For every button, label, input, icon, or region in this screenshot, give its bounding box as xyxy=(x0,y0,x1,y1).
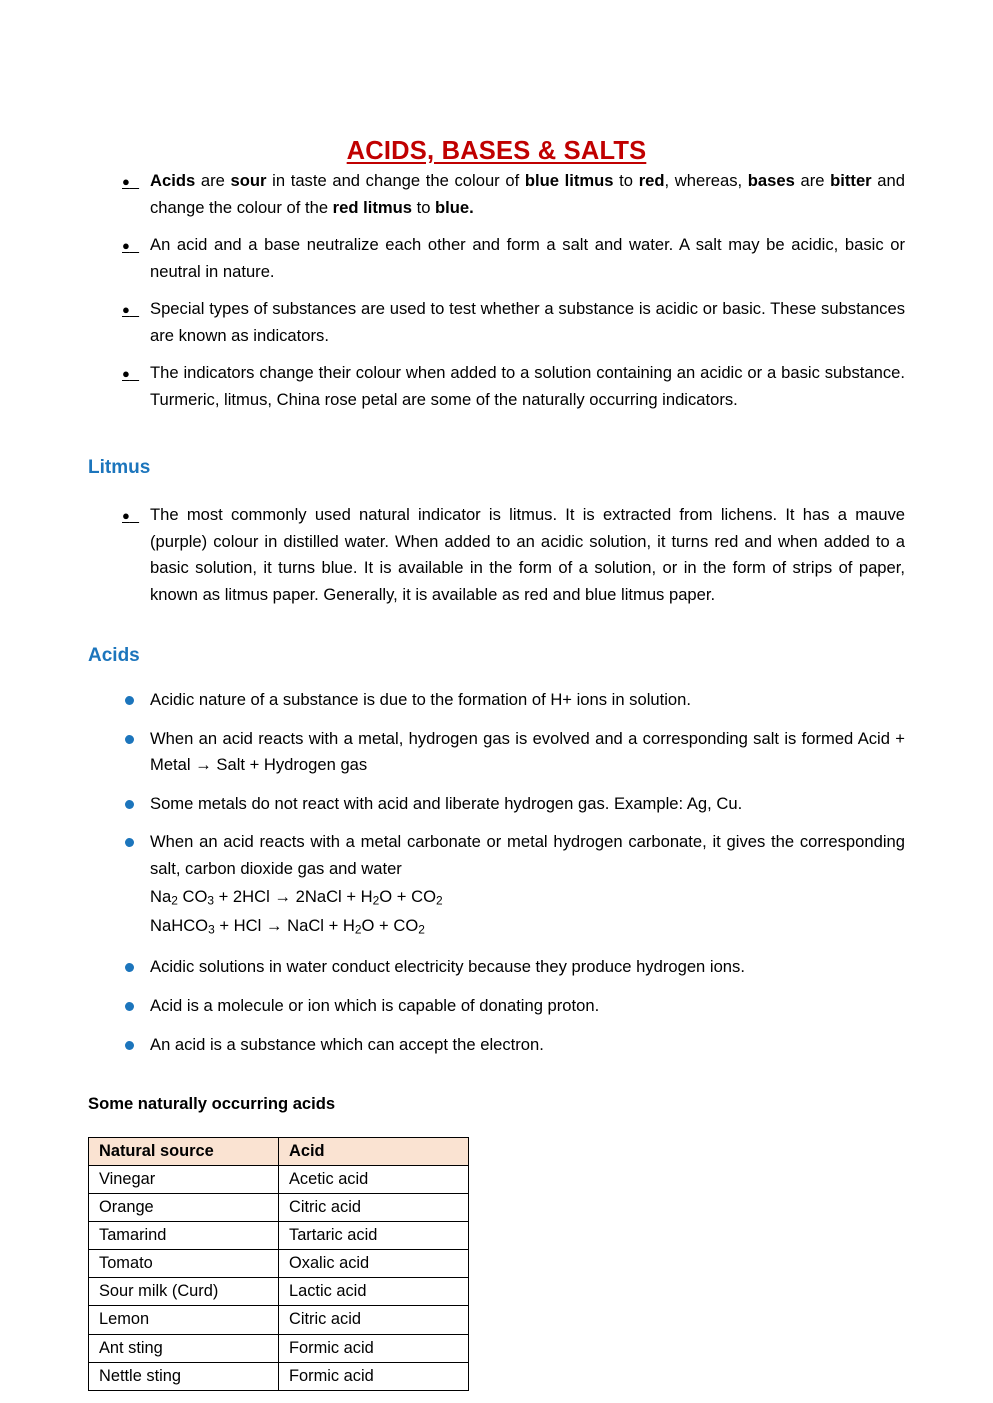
table-cell: Nettle sting xyxy=(89,1362,279,1390)
bullet-text: When an acid reacts with a metal carbonate or metal hydrogen carbonate, it gives the corresponding salt, carbon dioxide gas and water xyxy=(150,832,905,878)
table-cell: Formic acid xyxy=(279,1362,469,1390)
table-row xyxy=(89,1306,469,1334)
bullet-dot-icon: ● xyxy=(122,238,130,254)
table-cell: Citric acid xyxy=(279,1193,469,1221)
litmus-bullet-list xyxy=(88,502,905,608)
bullet-text: Acids are sour in taste and change the colour of blue litmus to red, whereas, bases are bitter and change the colour of the red litmus to blue. xyxy=(150,171,905,217)
bullet-text: Special types of substances are used to test whether a substance is acidic or basic. These substances are known as indicators. xyxy=(150,299,905,345)
bullet-dot-icon: ● xyxy=(122,302,130,318)
chemical-equation: $Na_2$ $CO_3 + 2HCl$ → 2NaCl + $H_2O + CO_2$ xyxy=(150,887,443,909)
table-row xyxy=(89,1362,469,1390)
litmus-bullet-item xyxy=(88,502,905,608)
table-row xyxy=(89,1278,469,1306)
table-cell: Lemon xyxy=(89,1306,279,1334)
bullet-text: The most commonly used natural indicator is litmus. It is extracted from lichens. It has a mauve (purple) colour in distilled water. When added to an acidic solution, it turns red and when added to a basic solution, it turns blue. It is available in the form of a solution, or in the form of strips of paper, known as litmus paper. Generally, it is available as red and blue litmus paper. xyxy=(150,505,905,604)
table-row xyxy=(89,1222,469,1250)
intro-bullet-item xyxy=(88,232,905,285)
section-heading-litmus: Litmus xyxy=(88,457,151,479)
intro-bullet-item xyxy=(88,296,905,349)
intro-bullet-item xyxy=(88,168,905,221)
table-cell: Orange xyxy=(89,1193,279,1221)
table-cell: Tartaric acid xyxy=(279,1222,469,1250)
page-title: ACIDS, BASES & SALTS xyxy=(346,137,647,166)
bullet-text: When an acid reacts with a metal, hydrogen gas is evolved and a corresponding salt is formed Acid + Metal → Salt + Hydrogen gas xyxy=(150,728,905,775)
table-cell: Citric acid xyxy=(279,1306,469,1334)
acids-bullet-item xyxy=(88,954,905,981)
section-heading-acids: Acids xyxy=(88,645,140,667)
naturally-occurring-acids-table xyxy=(88,1137,469,1391)
table-row xyxy=(89,1334,469,1362)
table-cell: Sour milk (Curd) xyxy=(89,1278,279,1306)
table-row xyxy=(89,1193,469,1221)
table-cell: Lactic acid xyxy=(279,1278,469,1306)
table-row xyxy=(89,1250,469,1278)
table-cell: Tomato xyxy=(89,1250,279,1278)
document-body xyxy=(88,168,905,1391)
table-cell: Formic acid xyxy=(279,1334,469,1362)
intro-bullet-list xyxy=(88,168,905,413)
acids-bullet-item xyxy=(88,791,905,818)
bullet-dot-icon: ● xyxy=(122,366,130,382)
acids-bullet-item xyxy=(88,993,905,1020)
acids-bullet-item xyxy=(88,726,905,779)
table-caption: Some naturally occurring acids xyxy=(88,1094,336,1114)
table-head xyxy=(89,1137,469,1165)
table-cell: Vinegar xyxy=(89,1165,279,1193)
table-column-header: Natural source xyxy=(89,1137,279,1165)
bullet-text: An acid is a substance which can accept the electron. xyxy=(150,1034,544,1054)
bullet-text: The indicators change their colour when added to a solution containing an acidic or a basic substance. Turmeric, litmus, China rose petal are some of the naturally occurring indicators. xyxy=(150,363,905,409)
table-cell: Tamarind xyxy=(89,1222,279,1250)
chemical-equation: NaHCO$_3$ + HCl → NaCl + $H_2O + CO_2$ xyxy=(150,916,425,938)
bullet-text: Some metals do not react with acid and liberate hydrogen gas. Example: Ag, Cu. xyxy=(150,793,743,813)
table-header-row xyxy=(89,1137,469,1165)
bullet-dot-icon: ● xyxy=(122,508,130,524)
acids-bullet-item xyxy=(88,829,905,940)
table-body xyxy=(89,1165,469,1390)
bullet-text: An acid and a base neutralize each other and form a salt and water. A salt may be acidic, basic or neutral in nature. xyxy=(150,235,905,281)
intro-bullet-item xyxy=(88,360,905,413)
acids-bullet-list xyxy=(88,687,905,1058)
acids-bullet-item xyxy=(88,1032,905,1059)
table-column-header: Acid xyxy=(279,1137,469,1165)
table-cell: Oxalic acid xyxy=(279,1250,469,1278)
table-cell: Ant sting xyxy=(89,1334,279,1362)
table-cell: Acetic acid xyxy=(279,1165,469,1193)
bullet-text: Acidic nature of a substance is due to the formation of H+ ions in solution. xyxy=(150,690,691,710)
bullet-text: Acidic solutions in water conduct electricity because they produce hydrogen ions. xyxy=(150,957,745,977)
table-row xyxy=(89,1165,469,1193)
bullet-dot-icon: ● xyxy=(122,174,130,189)
acids-bullet-item xyxy=(88,687,905,714)
bullet-text: Acid is a molecule or ion which is capable of donating proton. xyxy=(150,995,600,1015)
